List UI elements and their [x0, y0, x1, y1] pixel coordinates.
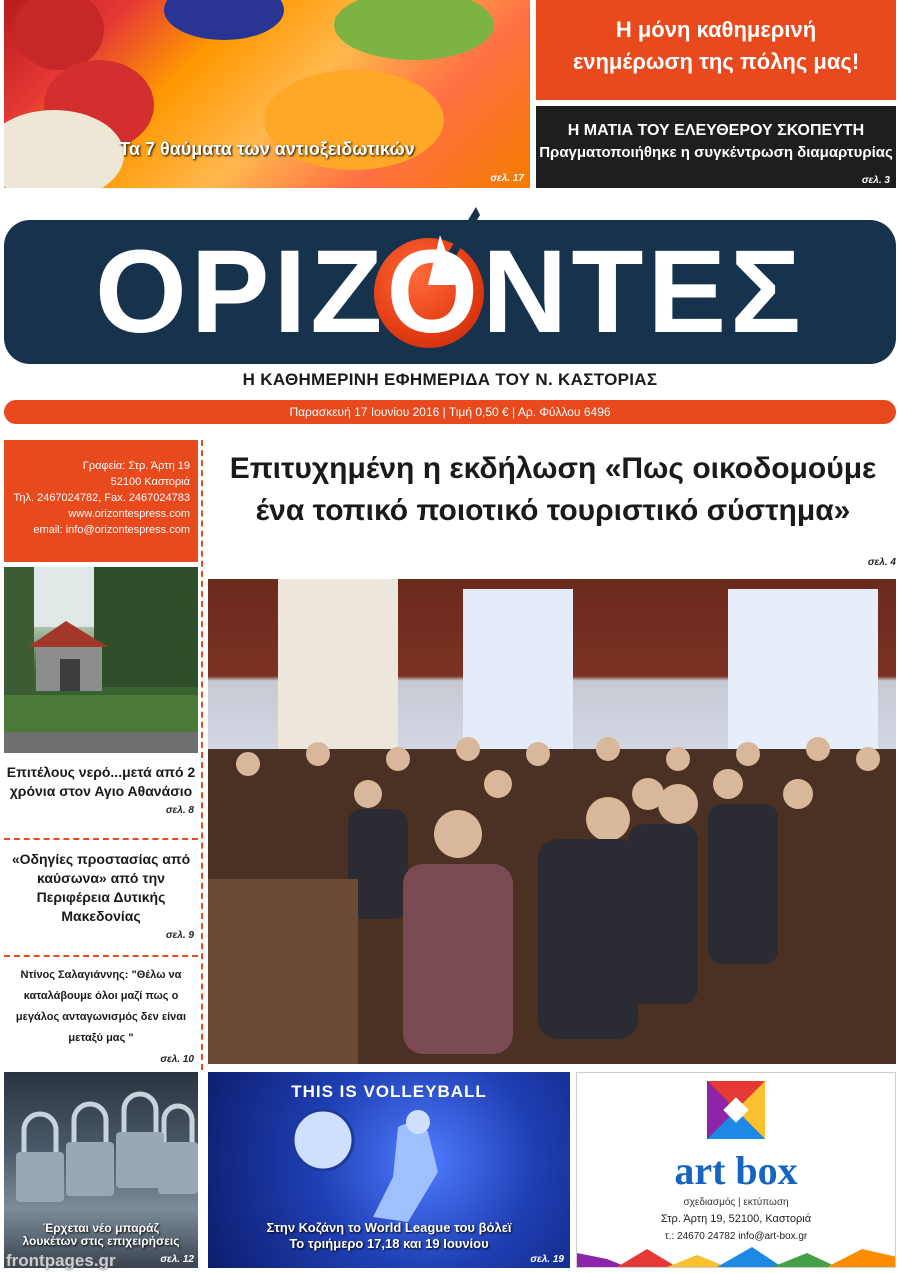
- page-reference: σελ. 19: [530, 1254, 564, 1265]
- story-title: Πραγματοποιήθηκε η συγκέντρωση διαμαρτυρίας: [539, 144, 893, 161]
- promo-box: [536, 0, 896, 100]
- page-reference: σελ. 9: [165, 930, 194, 941]
- fruit-photo-banner[interactable]: [4, 0, 530, 188]
- newspaper-title[interactable]: ΟΡΙΖΟΝΤΕΣ: [95, 226, 805, 358]
- issue-info-bar: Παρασκευή 17 Ιουνίου 2016 | Τιμή 0,50 € | Αρ. Φύλλου 6496: [4, 400, 896, 424]
- dashed-separator: [4, 955, 198, 957]
- watermark: frontpages.gr: [6, 1251, 116, 1270]
- contact-phones: Τηλ. 2467024782, Fax. 2467024783: [13, 492, 190, 504]
- locks-caption: [4, 1222, 198, 1248]
- newspaper-tagline: Η ΚΑΘΗΜΕΡΙΝΗ ΕΦΗΜΕΡΙΔΑ ΤΟΥ Ν. ΚΑΣΤΟΡΙΑΣ: [242, 370, 658, 389]
- artbox-tagline: σχεδιασμός | εκτύπωση: [683, 1197, 789, 1208]
- side-story-interview[interactable]: [4, 965, 198, 1070]
- headline-line: Επιτυχημένη η εκδήλωση «Πως οικοδομούμε: [229, 452, 877, 485]
- page-reference: σελ. 8: [165, 805, 194, 816]
- page-reference: σελ. 17: [490, 173, 524, 184]
- contact-web[interactable]: www.orizontespress.com: [68, 508, 190, 520]
- village-photo[interactable]: [4, 567, 198, 753]
- caption-line: Το τριήμερο 17,18 και 19 Ιουνίου: [289, 1236, 489, 1251]
- contact-postal: 52100 Καστοριά: [110, 476, 190, 488]
- column-divider: [201, 440, 203, 1070]
- locks-story[interactable]: [4, 1072, 198, 1268]
- audience-illustration: [208, 579, 896, 1064]
- kiwi-shape: [334, 0, 494, 60]
- volleyball-player-icon: [268, 1102, 518, 1232]
- volley-banner: THIS IS VOLLEYBALL: [291, 1082, 487, 1101]
- artbox-contact: τ.: 24670 24782 info@art-box.gr: [664, 1231, 808, 1242]
- contact-email[interactable]: email: info@orizontespress.com: [33, 524, 190, 536]
- headline-line: ένα τοπικό ποιοτικό τουριστικό σύστημα»: [255, 494, 851, 527]
- lead-headline[interactable]: [210, 448, 896, 532]
- contact-offices: Γραφεία: Στρ. Άρτη 19: [82, 460, 190, 472]
- side-story-title: Ντίνος Σαλαγιάννης: "Θέλω να καταλάβουμε όλοι μαζί πως ο μεγάλος ανταγωνισμός δεν είναι μεταξύ μας ": [15, 969, 187, 1044]
- caption-line: Στην Κοζάνη το World League του βόλεϊ: [266, 1220, 512, 1235]
- promo-line: Η μόνη καθημερινή: [615, 17, 817, 42]
- fruit-caption: Τα 7 θαύματα των αντιοξειδωτικών: [119, 139, 415, 159]
- volley-caption: [208, 1220, 570, 1252]
- promo-line: ενημέρωση της πόλης μας!: [572, 49, 860, 74]
- lead-photo[interactable]: [208, 579, 896, 1064]
- side-story-title: «Οδηγίες προστασίας από καύσωνα» από την Περιφέρεια Δυτικής Μακεδονίας: [11, 851, 191, 924]
- volleyball-story[interactable]: [208, 1072, 570, 1268]
- dashed-separator: [4, 838, 198, 840]
- page-reference: σελ. 4: [867, 557, 896, 568]
- blueberry-shape: [164, 0, 284, 40]
- page-reference: σελ. 10: [160, 1054, 194, 1065]
- caption-line: λουκέτων στις επιχειρήσεις: [22, 1234, 180, 1248]
- artbox-address: Στρ. Άρτη 19, 52100, Καστοριά: [660, 1213, 812, 1225]
- story-kicker: Η ΜΑΤΙΑ ΤΟΥ ΕΛΕΥΘΕΡΟΥ ΣΚΟΠΕΥΤΗ: [567, 122, 865, 139]
- building-illustration: [4, 567, 198, 753]
- protest-story[interactable]: [536, 106, 896, 188]
- side-story-water[interactable]: [4, 763, 198, 820]
- contact-box: [4, 440, 198, 562]
- side-story-title: Επιτέλους νερό...μετά από 2 χρόνια στον Αγιο Αθανάσιο: [6, 764, 196, 799]
- artbox-name: art box: [674, 1148, 798, 1193]
- page-reference: σελ. 3: [861, 175, 890, 186]
- side-story-heatwave[interactable]: [4, 850, 198, 945]
- caption-line: Έρχεται νέο μπαράζ: [43, 1221, 159, 1235]
- artbox-advert[interactable]: [576, 1072, 896, 1268]
- artbox-logo-icon: [705, 1079, 767, 1141]
- color-pattern-strip: [577, 1245, 896, 1267]
- page-reference: σελ. 12: [160, 1254, 194, 1265]
